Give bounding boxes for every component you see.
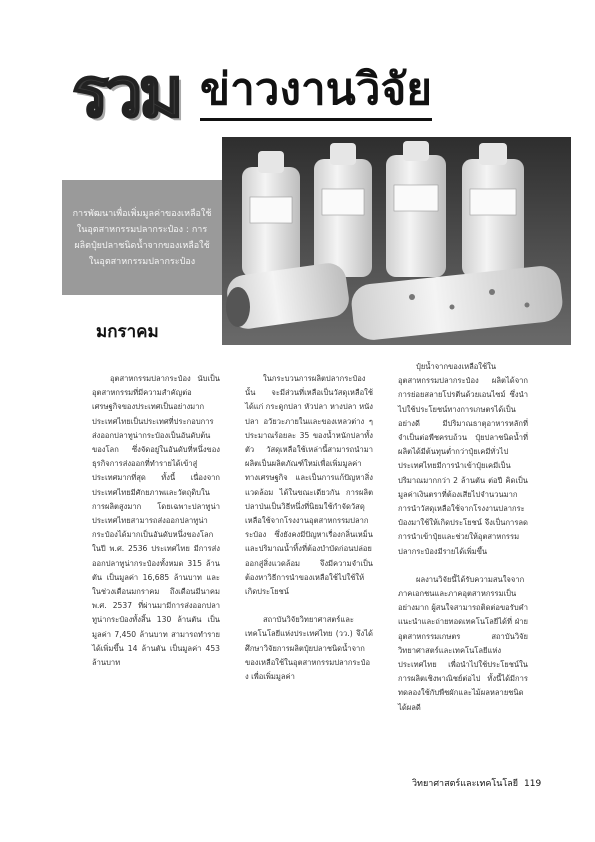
paragraph: ในกระบวนการผลิตปลากระป๋องนั้น จะมีส่วนที่เหลือเป็นวัสดุเหลือใช้ ได้แก่ กระดูกปลา หัวปลา หางปลา หนังปลา อวัยวะภายในและของเหลวต่าง ๆ ประมาณร้อยละ 35 ของน้ำหนักปลาทั้งตัว วัสดุเหลือใช้เหล่านี้สามารถนำมาผลิตเป็นผลิตภัณฑ์ใหม่เพื่อเพิ่มมูลค่าทางเศรษฐกิจ และเป็นการแก้ปัญหาสิ่งแวดล้อม ได้ในขณะเดียวกัน การผลิตปลาป่นเป็นวิธีหนึ่งที่นิยมใช้กำจัดวัสดุเหลือใช้จากโรงงานอุตสาหกรรมปลากระป๋อง ซึ่งยังคงมีปัญหาเรื่องกลิ่นเหม็นและปริมาณน้ำทิ้งที่ต้องบำบัดก่อนปล่อยออกสู่สิ่งแวดล้อม จึงมีความจำเป็นต้องหาวิธีการนำของเหลือใช้ไปใช้ให้เกิดประโยชน์: [245, 374, 373, 597]
paragraph: ปุ๋ยน้ำจากของเหลือใช้ในอุตสาหกรรมปลากระป๋อง ผลิตได้จากการย่อยสลายโปรตีนด้วยเอนไซม์ ซึ่งนำไปใช้ประโยชน์ทางการเกษตรได้เป็นอย่างดี มีปริมาณธาตุอาหารหลักที่จำเป็นต่อพืชครบถ้วน ปุ๋ยปลาชนิดน้ำที่ผลิตได้มีต้นทุนต่ำกว่าปุ๋ยเคมีทั่วไป ประเทศไทยมีการนำเข้าปุ๋ยเคมีเป็นปริมาณมากกว่า 2 ล้านตัน ต่อปี คิดเป็นมูลค่าเงินตราที่ต้องเสียไปจำนวนมาก การนำวัสดุเหลือใช้จากโรงงานปลากระป๋องมาใช้ให้เกิดประโยชน์ จึงเป็นการลดการนำเข้าปุ๋ยและช่วยให้อุตสาหกรรมปลากระป๋องมีรายได้เพิ่มขึ้น: [398, 362, 528, 556]
bottle-1: [242, 151, 300, 277]
text-column-2: [245, 372, 373, 684]
paragraph: สถาบันวิจัยวิทยาศาสตร์และเทคโนโลยีแห่งประเทศไทย (วว.) จึงได้ศึกษาวิจัยการผลิตปุ๋ยปลาชนิดน้ำจากของเหลือใช้ในอุตสาหกรรมปลากระป๋อง เพื่อเพิ่มมูลค่า: [245, 615, 373, 682]
journal-name: วิทยาศาสตร์และเทคโนโลยี: [412, 779, 519, 789]
title-big: รวม: [72, 54, 180, 133]
page-footer: [412, 776, 541, 790]
page-number: 119: [524, 779, 542, 789]
bottle-3: [386, 141, 446, 277]
subtitle-box: [62, 180, 222, 295]
title-block: [72, 48, 542, 138]
paragraph: อุตสาหกรรมปลากระป๋อง นับเป็นอุตสาหกรรมที่มีความสำคัญต่อเศรษฐกิจของประเทศเป็นอย่างมาก ประเทศไทยเป็นประเทศที่ประกอบการส่งออกปลาทูน่ากระป๋องเป็นอันดับต้นของโลก ซึ่งจัดอยู่ในอันดับที่หนึ่งของธุรกิจการส่งออกที่ทำรายได้เข้าสู่ประเทศมากที่สุด ทั้งนี้ เนื่องจากประเทศไทยมีศักยภาพและวัตถุดิบในการผลิตสูงมาก โดยเฉพาะปลาทูน่า ประเทศไทยสามารถส่งออกปลาทูน่ากระป๋องได้มากเป็นอันดับหนึ่งของโลก ในปี พ.ศ. 2536 ประเทศไทย มีการส่งออกปลาทูน่ากระป๋องทั้งหมด 315 ล้านตัน เป็นมูลค่า 16,685 ล้านบาท และในช่วงเดือนมกราคม ถึงเดือนมีนาคม พ.ศ. 2537 ที่ผ่านมามีการส่งออกปลาทูน่ากระป๋องทั้งสิ้น 130 ล้านตัน เป็นมูลค่า 7,450 ล้านบาท สามารถทำรายได้เพิ่มขึ้น 14 ล้านตัน เป็นมูลค่า 453 ล้านบาท: [92, 374, 220, 668]
fertilizer-bottles-image: [222, 137, 571, 345]
text-column-1: [92, 372, 220, 670]
bottle-2: [314, 143, 372, 277]
text-column-3: [398, 360, 528, 715]
bottle-4: [462, 143, 524, 277]
section-month: มกราคม: [96, 322, 159, 342]
article-subtitle: การพัฒนาเพื่อเพิ่มมูลค่าของเหลือใช้ในอุตสาหกรรมปลากระป๋อง : การผลิตปุ๋ยปลาชนิดน้ำจากของเหลือใช้ในอุตสาหกรรมปลากระป๋อง: [72, 208, 212, 267]
paragraph: ผลงานวิจัยนี้ได้รับความสนใจจากภาคเอกชนและภาคอุตสาหกรรมเป็นอย่างมาก ผู้สนใจสามารถติดต่อขอรับคำแนะนำและถ่ายทอดเทคโนโลยีได้ที่ ฝ่ายอุตสาหกรรมเกษตร สถาบันวิจัยวิทยาศาสตร์และเทคโนโลยีแห่งประเทศไทย เพื่อนำไปใช้ประโยชน์ในการผลิตเชิงพาณิชย์ต่อไป ทั้งนี้ได้มีการทดลองใช้กับพืชผักและไม้ผลหลายชนิดได้ผลดี: [398, 574, 528, 712]
product-photo: [222, 137, 571, 345]
page-title: ข่าวงานวิจัย: [200, 66, 432, 121]
